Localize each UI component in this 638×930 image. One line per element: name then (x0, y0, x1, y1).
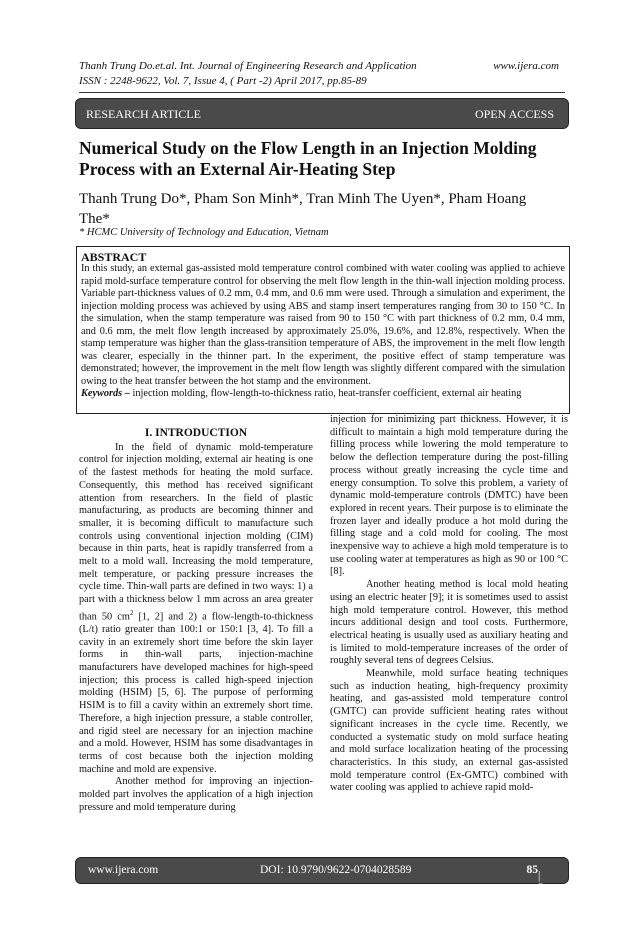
intro-paragraph-1-text: In the field of dynamic mold-temperature control for injection molding, external air heating is one of the fastest methods for heating the mold surface. Consequently, this method has received significant attention from researchers. In the field of plastic manufacturing, as products are becoming thinner and smaller, it is becoming difficult to manufacture such controls using conventional injection molding (CIM) because in thin parts, heat is rapidly transferred from a melt to a mold wall. Increasing the mold temperature, melt temperature, or packing pressure increases the cycle time. Thin-wall parts are defined in two ways: 1) a part with a thickness below 1 mm across an area greater than 50 (79, 441, 313, 623)
abstract-body (81, 263, 565, 401)
author-affiliation: * HCMC University of Technology and Education, Vietnam (79, 227, 329, 238)
keywords-label: Keywords – (81, 388, 130, 399)
research-article-label: RESEARCH ARTICLE (86, 107, 201, 121)
article-type-banner (76, 99, 568, 128)
keywords-list: injection molding, flow-length-to-thickness ratio, heat-transfer coefficient, external air heating (132, 388, 522, 399)
journal-website[interactable]: www.ijera.com (493, 60, 559, 72)
page-number: 85 (526, 864, 538, 876)
left-column (79, 427, 313, 815)
area-unit-exponent: 2 (129, 608, 134, 617)
page-label: | P a g e (538, 870, 544, 930)
journal-issn: ISSN : 2248-9622, Vol. 7, Issue 4, ( Part -2) April 2017, pp.85-89 (79, 75, 367, 87)
intro-paragraph-1 (79, 442, 313, 777)
section-heading-introduction: I. INTRODUCTION (144, 427, 248, 439)
right-paragraph-1: injection for minimizing part thickness. However, it is difficult to maintain a high mold temperature during the filling process while lowering the mold temperature to below the deflection temperature during the post-filling process without greatly increasing the cycle time and energy consumption. To solve this problem, a variety of dynamic mold-temperature controls (DMTC) have been explored in recent years. Their purpose is to eliminate the frozen layer and ideally produce a hot mold during the filling stage and a cold mold for cooling. The most inexpensive way to achieve a high mold temperature is to use cooling water at temperatures as high as 90 or 100 °C [8]. (330, 414, 568, 578)
intro-paragraph-1-continued: [1, 2] and 2) a flow-length-to-thickness (L/t) ratio greater than 100:1 or 150:1 [3, 4]. To fill a cavity in an extremely short time before the skin layer forms in thin-wall parts, injection-machine manufacturers have developed machines for high-speed injection; this process is called high-speed injection molding (HSIM) [5, 6]. The purpose of performing HSIM is to fill a cavity within an extremely short time. Therefore, a high injection pressure, a stable controller, and rigid steel are necessary for an injection machine and a mold. However, HSIM has some disadvantages in terms of cost because both the injection molding machine and mold are expensive. (79, 611, 314, 775)
paper-title: Numerical Study on the Flow Length in an Injection Molding Process with an External Air-Heating Step (79, 138, 537, 179)
intro-paragraph-2: Another method for improving an injection-molded part involves the application of a high injection pressure and mold temperature during (79, 776, 313, 813)
abstract-text: In this study, an external gas-assisted mold temperature control combined with water cooling was applied to achieve rapid mold-surface temperature control for observing the melt flow length in the thin-wall injection molding process. Variable part-thickness values of 0.2 mm, 0.4 mm, and 0.6 mm were used. Through a simulation and experiment, the injection molding process was achieved by using ABS and stamp insert temperatures ranging from 30 to 150 °C. In the simulation, when the stamp temperature was raised from 90 to 150 °C with part thickness of 0.2 mm, 0.4 mm, and 0.6 mm, the melt flow length increased by approximately 25.0%, 19.6%, and 12.8%, respectively. When the stamp temperature was higher than the glass-transition temperature of ABS, the improvement in the melt flow length was clearer, especially in the thinner part. In the experiment, the positive effect of stamp temperature was demonstrated; however, the improvement in the melt flow length was slightly different compared with the simulation owing to the heat transfer between the hot stamp and the environment. (81, 263, 565, 387)
page-footer (76, 858, 568, 930)
right-column (330, 414, 568, 795)
footer-doi[interactable]: DOI: 10.9790/9622-0704028589 (260, 864, 412, 876)
header-divider (79, 92, 565, 93)
abstract-heading: ABSTRACT (81, 250, 147, 264)
journal-citation: Thanh Trung Do.et.al. Int. Journal of Engineering Research and Application (79, 60, 417, 72)
footer-website[interactable]: www.ijera.com (88, 864, 159, 876)
abstract-box (76, 246, 570, 414)
footer-page (526, 864, 544, 930)
area-unit: cm (117, 611, 130, 623)
author-list: Thanh Trung Do*, Pham Son Minh*, Tran Minh The Uyen*, Pham Hoang The* (79, 191, 527, 227)
right-paragraph-2: Another heating method is local mold heating using an electric heater [9]; it is sometimes used to assist high mold temperature control. However, this method incurs additional design and tool costs. Furthermore, electrical heating is usually used as auxiliary heating and is limited to mold-temperature increases of the order of roughly several tens of degrees Celsius. (330, 579, 568, 667)
right-paragraph-3: Meanwhile, mold surface heating techniques such as induction heating, high-frequency proximity heating, and gas-assisted mold temperature control (GMTC) can provide sufficient heating rates without significant increases in the cycle time. Recently, we conducted a systematic study on mold surface heating and mold surface localization heating of the processing characteristics. In this study, an external gas-assisted mold temperature control (Ex-GMTC) combined with water cooling was applied to achieve rapid mold- (330, 668, 568, 794)
open-access-label: OPEN ACCESS (474, 107, 554, 121)
